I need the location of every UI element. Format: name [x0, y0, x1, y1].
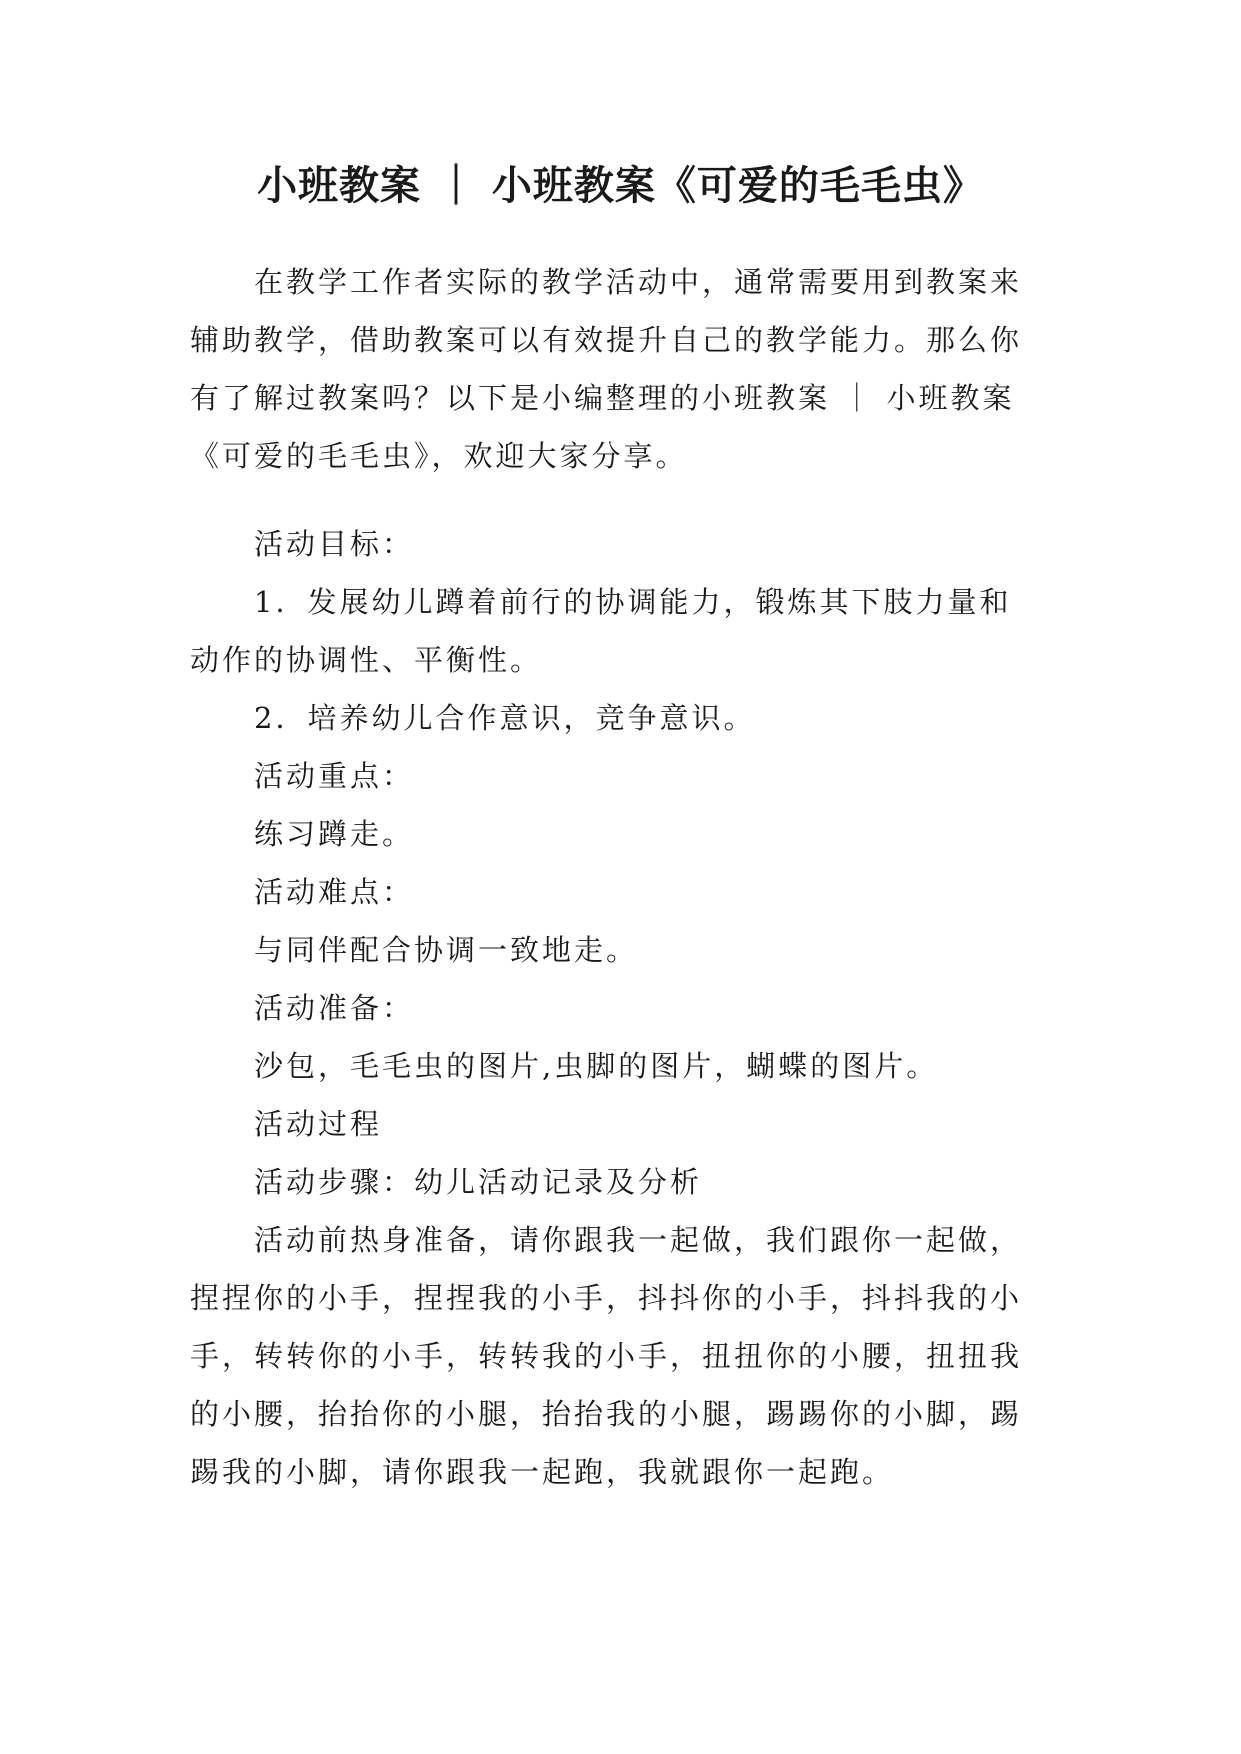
activity-body: [190, 515, 1070, 1501]
warmup-line: 手，转转你的小手，转转我的小手，扭扭你的小腰，扭扭我: [190, 1339, 1023, 1373]
intro-line: 辅助教学，借助教案可以有效提升自己的教学能力。那么你: [190, 323, 1023, 357]
intro-line: 在教学工作者实际的教学活动中，通常需要用到教案来: [254, 265, 1023, 299]
difficulty-text: 与同伴配合协调一致地走。: [254, 933, 639, 967]
document-title: 小班教案 ｜ 小班教案《可爱的毛毛虫》: [257, 163, 984, 209]
warmup-line: 活动前热身准备，请你跟我一起做，我们跟你一起做，: [254, 1223, 1023, 1257]
intro-paragraph: [190, 253, 1070, 485]
goal-heading: 活动目标：: [254, 527, 415, 561]
warmup-line: 捏捏你的小手，捏捏我的小手，抖抖你的小手，抖抖我的小: [190, 1281, 1023, 1315]
warmup-line: 踢我的小脚，请你跟我一起跑，我就跟你一起跑。: [190, 1455, 895, 1489]
intro-line: 有了解过教案吗？以下是小编整理的小班教案 ｜ 小班教案: [190, 381, 1015, 415]
goal-item-2: 2．培养幼儿合作意识，竞争意识。: [254, 701, 756, 735]
goal-item-1-cont: 动作的协调性、平衡性。: [190, 643, 543, 677]
prep-text: 沙包，毛毛虫的图片,虫脚的图片，蝴蝶的图片。: [254, 1049, 939, 1083]
warmup-line: 的小腰，抬抬你的小腿，抬抬我的小腿，踢踢你的小脚，踢: [190, 1397, 1023, 1431]
process-heading: 活动过程: [254, 1107, 383, 1141]
steps-heading: 活动步骤：幼儿活动记录及分析: [254, 1165, 703, 1199]
prep-heading: 活动准备：: [254, 991, 415, 1025]
difficulty-heading: 活动难点：: [254, 875, 415, 909]
focus-heading: 活动重点：: [254, 759, 415, 793]
intro-line: 《可爱的毛毛虫》，欢迎大家分享。: [190, 439, 688, 473]
goal-item-1: 1．发展幼儿蹲着前行的协调能力，锻炼其下肢力量和: [254, 585, 1012, 619]
focus-text: 练习蹲走。: [254, 817, 415, 851]
